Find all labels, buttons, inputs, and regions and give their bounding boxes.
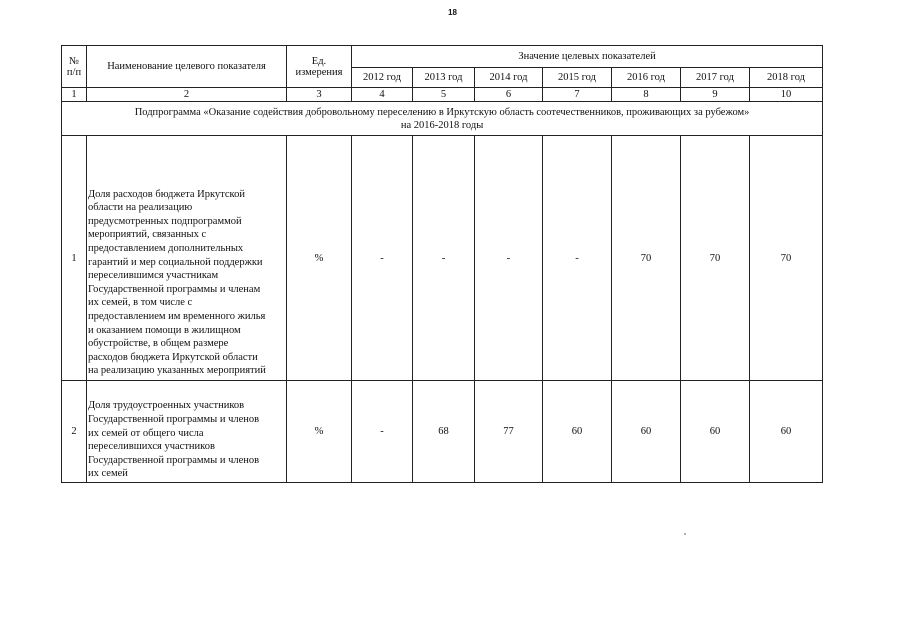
header-num-line2: п/п bbox=[66, 66, 82, 78]
value-cell: - bbox=[543, 136, 612, 381]
indicator-name-line: предусмотренных подпрограммой bbox=[88, 215, 242, 227]
indicator-name-line: их семей от общего числа bbox=[88, 427, 204, 439]
header-target-values: Значение целевых показателей bbox=[352, 46, 823, 68]
indicator-name-line: гарантий и мер социальной поддержки bbox=[88, 256, 263, 268]
indicator-name-line: мероприятий, связанных с bbox=[88, 229, 207, 241]
column-number: 1 bbox=[62, 88, 87, 102]
header-year: 2014 год bbox=[475, 68, 543, 88]
column-number: 5 bbox=[413, 88, 475, 102]
value-cell: 70 bbox=[612, 136, 681, 381]
column-number: 7 bbox=[543, 88, 612, 102]
header-year: 2017 год bbox=[681, 68, 750, 88]
column-number: 3 bbox=[287, 88, 352, 102]
row-number: 2 bbox=[62, 381, 87, 483]
value-cell: 70 bbox=[681, 136, 750, 381]
header-unit-line1: Ед. bbox=[311, 55, 327, 67]
header-row-1 bbox=[62, 46, 823, 68]
unit-cell: % bbox=[287, 381, 352, 483]
header-year: 2012 год bbox=[352, 68, 413, 88]
header-year: 2016 год bbox=[612, 68, 681, 88]
indicator-name bbox=[87, 381, 287, 483]
indicator-name-line: предоставлением им временного жилья bbox=[88, 311, 266, 323]
subprogram-title-line2: на 2016-2018 годы bbox=[400, 119, 484, 131]
row-number: 1 bbox=[62, 136, 87, 381]
indicator-name-line: их семей, в том числе с bbox=[88, 297, 193, 309]
header-num-line1: № bbox=[68, 55, 80, 67]
table-row bbox=[62, 136, 823, 381]
scan-artifact-dot bbox=[684, 533, 686, 535]
header-year: 2018 год bbox=[750, 68, 823, 88]
indicator-name-line: расходов бюджета Иркутской области bbox=[88, 351, 258, 363]
indicator-name-line: переселившихся участников bbox=[88, 441, 215, 453]
column-number: 6 bbox=[475, 88, 543, 102]
header-num bbox=[62, 46, 87, 88]
column-number: 8 bbox=[612, 88, 681, 102]
value-cell: - bbox=[413, 136, 475, 381]
column-number: 2 bbox=[87, 88, 287, 102]
indicator-name-line: переселившимся участникам bbox=[88, 270, 219, 282]
value-cell: - bbox=[352, 136, 413, 381]
indicator-name-line: Государственной программы и членам bbox=[88, 283, 261, 295]
indicator-name bbox=[87, 136, 287, 381]
column-number: 10 bbox=[750, 88, 823, 102]
value-cell: 60 bbox=[543, 381, 612, 483]
unit-cell: % bbox=[287, 136, 352, 381]
subprogram-row bbox=[62, 102, 823, 136]
subprogram-title bbox=[62, 102, 823, 136]
header-year: 2013 год bbox=[413, 68, 475, 88]
header-year: 2015 год bbox=[543, 68, 612, 88]
value-cell: - bbox=[475, 136, 543, 381]
header-unit-line2: измерения bbox=[295, 66, 343, 78]
indicator-name-line: их семей bbox=[88, 468, 128, 480]
header-unit bbox=[287, 46, 352, 88]
value-cell: 77 bbox=[475, 381, 543, 483]
column-numbers-row bbox=[62, 88, 823, 102]
indicator-name-line: области на реализацию bbox=[88, 202, 193, 214]
column-number: 9 bbox=[681, 88, 750, 102]
column-number: 4 bbox=[352, 88, 413, 102]
value-cell: 68 bbox=[413, 381, 475, 483]
indicator-name-line: предоставлением дополнительных bbox=[88, 243, 244, 255]
value-cell: - bbox=[352, 381, 413, 483]
value-cell: 70 bbox=[750, 136, 823, 381]
indicator-name-line: Доля трудоустроенных участников bbox=[88, 400, 245, 412]
target-indicators-table bbox=[61, 45, 823, 483]
indicator-name-line: Доля расходов бюджета Иркутской bbox=[88, 188, 245, 200]
indicator-name-line: на реализацию указанных мероприятий bbox=[88, 365, 266, 377]
subprogram-title-line1: Подпрограмма «Оказание содействия добровольному переселению в Иркутскую область соотечественников, проживающих за рубежом» bbox=[134, 106, 750, 118]
page-number: 18 bbox=[448, 8, 457, 17]
indicator-name-line: Государственной программы и членов bbox=[88, 414, 260, 426]
indicator-name-line: обустройстве, в общем размере bbox=[88, 338, 229, 350]
value-cell: 60 bbox=[612, 381, 681, 483]
value-cell: 60 bbox=[681, 381, 750, 483]
header-indicator-name: Наименование целевого показателя bbox=[87, 46, 287, 88]
value-cell: 60 bbox=[750, 381, 823, 483]
table-row bbox=[62, 381, 823, 483]
indicator-name-line: и оказанием помощи в жилищном bbox=[88, 324, 241, 336]
indicator-name-line: Государственной программы и членов bbox=[88, 454, 260, 466]
